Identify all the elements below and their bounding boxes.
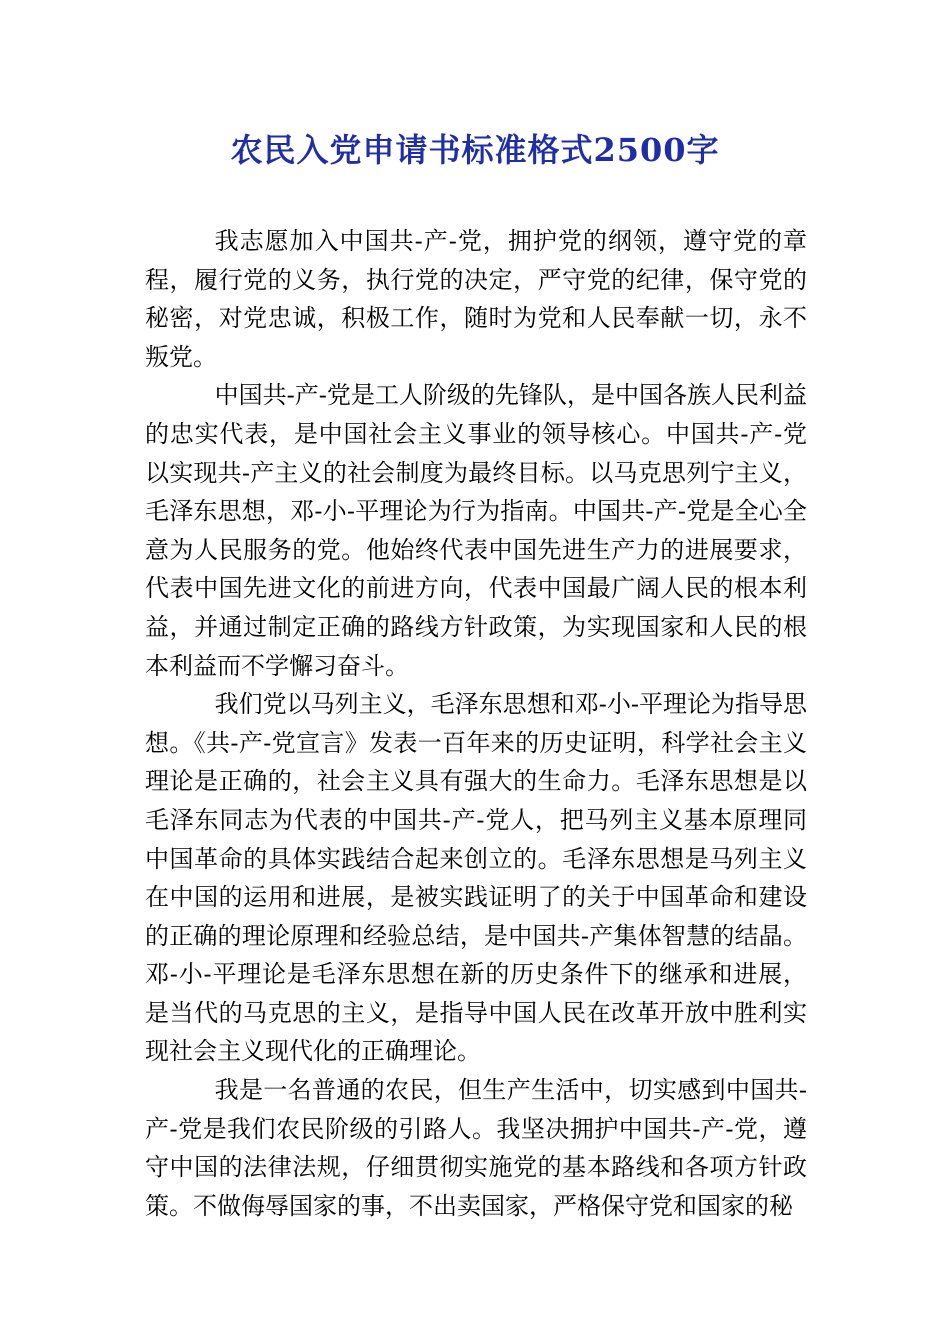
paragraph-1: 我志愿加入中国共-产-党，拥护党的纲领，遵守党的章程，履行党的义务，执行党的决定，严守党的纪律，保守党的秘密，对党忠诚，积极工作，随时为党和人民奉献一切，永不叛党。	[145, 227, 807, 371]
document-title: 农民入党申请书标准格式2500字	[230, 131, 720, 169]
paragraph-4: 我是一名普通的农民，但生产生活中，切实感到中国共-产-党是我们农民阶级的引路人。我坚决拥护中国共-产-党，遵守中国的法律法规，仔细贯彻实施党的基本路线和各项方针政策。不做侮辱国家的事，不出卖国家，严格保守党和国家的秘	[145, 1076, 807, 1220]
paragraph-2: 中国共-产-党是工人阶级的先锋队，是中国各族人民利益的忠实代表，是中国社会主义事业的领导核心。中国共-产-党以实现共-产主义的社会制度为最终目标。以马克思列宁主义，毛泽东思想，邓-小-平理论为行为指南。中国共-产-党是全心全意为人民服务的党。他始终代表中国先进生产力的进展要求，代表中国先进文化的前进方向，代表中国最广阔人民的根本利益，并通过制定正确的路线方针政策，为实现国家和人民的根本利益而不学懈习奋斗。	[145, 381, 807, 680]
paragraph-3: 我们党以马列主义，毛泽东思想和邓-小-平理论为指导思想。《共-产-党宣言》发表一百年来的历史证明，科学社会主义理论是正确的，社会主义具有强大的生命力。毛泽东思想是以毛泽东同志为代表的中国共-产-党人，把马列主义基本原理同中国革命的具体实践结合起来创立的。毛泽东思想是马列主义在中国的运用和进展，是被实践证明了的关于中国革命和建设的正确的理论原理和经验总结，是中国共-产集体智慧的结晶。邓-小-平理论是毛泽东思想在新的历史条件下的继承和进展，是当代的马克思的主义，是指导中国人民在改革开放中胜利实现社会主义现代化的正确理论。	[145, 690, 807, 1066]
document-body	[145, 222, 807, 1225]
